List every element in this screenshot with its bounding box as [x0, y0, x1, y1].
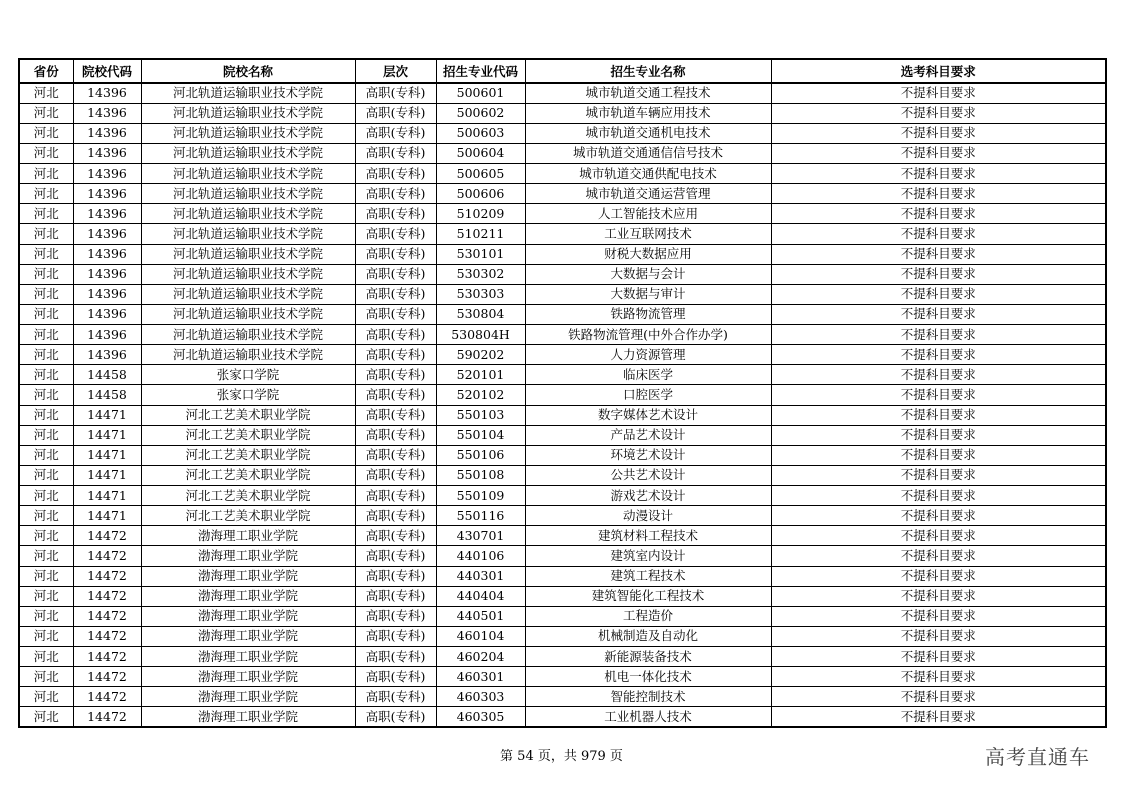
- cell-level: 高职(专科): [355, 345, 436, 365]
- cell-school-name: 河北轨道运输职业技术学院: [141, 123, 355, 143]
- cell-level: 高职(专科): [355, 425, 436, 445]
- cell-major-name: 人力资源管理: [525, 345, 771, 365]
- cell-major-name: 建筑材料工程技术: [525, 526, 771, 546]
- cell-school-code: 14472: [73, 687, 141, 707]
- cell-major-name: 产品艺术设计: [525, 425, 771, 445]
- cell-province: 河北: [19, 284, 73, 304]
- cell-major-name: 游戏艺术设计: [525, 486, 771, 506]
- column-header-major-code: 招生专业代码: [436, 59, 525, 83]
- cell-major-name: 建筑智能化工程技术: [525, 586, 771, 606]
- cell-subject-requirement: 不提科目要求: [771, 103, 1106, 123]
- column-header-school-code: 院校代码: [73, 59, 141, 83]
- cell-major-code: 460305: [436, 707, 525, 727]
- cell-province: 河北: [19, 83, 73, 103]
- cell-province: 河北: [19, 304, 73, 324]
- cell-school-code: 14472: [73, 606, 141, 626]
- cell-school-name: 河北轨道运输职业技术学院: [141, 184, 355, 204]
- cell-level: 高职(专科): [355, 687, 436, 707]
- table-row: [19, 385, 1106, 405]
- cell-major-name: 城市轨道车辆应用技术: [525, 103, 771, 123]
- column-header-level: 层次: [355, 59, 436, 83]
- cell-subject-requirement: 不提科目要求: [771, 606, 1106, 626]
- cell-school-code: 14458: [73, 385, 141, 405]
- cell-school-code: 14471: [73, 445, 141, 465]
- cell-school-code: 14472: [73, 566, 141, 586]
- cell-major-name: 城市轨道交通工程技术: [525, 83, 771, 103]
- cell-major-name: 工程造价: [525, 606, 771, 626]
- cell-school-code: 14396: [73, 204, 141, 224]
- cell-major-name: 临床医学: [525, 365, 771, 385]
- cell-subject-requirement: 不提科目要求: [771, 204, 1106, 224]
- cell-school-code: 14472: [73, 526, 141, 546]
- cell-major-name: 建筑工程技术: [525, 566, 771, 586]
- cell-subject-requirement: 不提科目要求: [771, 365, 1106, 385]
- table-row: [19, 325, 1106, 345]
- cell-school-name: 河北轨道运输职业技术学院: [141, 103, 355, 123]
- cell-subject-requirement: 不提科目要求: [771, 284, 1106, 304]
- cell-major-code: 440301: [436, 566, 525, 586]
- cell-school-name: 渤海理工职业学院: [141, 626, 355, 646]
- cell-major-name: 数字媒体艺术设计: [525, 405, 771, 425]
- cell-province: 河北: [19, 667, 73, 687]
- cell-major-code: 460303: [436, 687, 525, 707]
- cell-school-name: 张家口学院: [141, 385, 355, 405]
- cell-level: 高职(专科): [355, 284, 436, 304]
- cell-subject-requirement: 不提科目要求: [771, 164, 1106, 184]
- cell-school-code: 14396: [73, 244, 141, 264]
- cell-subject-requirement: 不提科目要求: [771, 184, 1106, 204]
- cell-province: 河北: [19, 365, 73, 385]
- table-row: [19, 626, 1106, 646]
- cell-level: 高职(专科): [355, 586, 436, 606]
- cell-school-name: 渤海理工职业学院: [141, 566, 355, 586]
- table-row: [19, 526, 1106, 546]
- table-row: [19, 425, 1106, 445]
- cell-subject-requirement: 不提科目要求: [771, 687, 1106, 707]
- cell-school-name: 渤海理工职业学院: [141, 526, 355, 546]
- cell-major-name: 动漫设计: [525, 506, 771, 526]
- cell-major-name: 大数据与会计: [525, 264, 771, 284]
- table-row: [19, 83, 1106, 103]
- cell-province: 河北: [19, 123, 73, 143]
- table-row: [19, 667, 1106, 687]
- cell-school-code: 14472: [73, 647, 141, 667]
- cell-school-code: 14471: [73, 465, 141, 485]
- cell-school-code: 14472: [73, 626, 141, 646]
- cell-province: 河北: [19, 546, 73, 566]
- cell-school-code: 14396: [73, 164, 141, 184]
- cell-school-name: 河北轨道运输职业技术学院: [141, 143, 355, 163]
- cell-subject-requirement: 不提科目要求: [771, 123, 1106, 143]
- cell-major-name: 机电一体化技术: [525, 667, 771, 687]
- cell-school-name: 河北工艺美术职业学院: [141, 405, 355, 425]
- cell-major-code: 550116: [436, 506, 525, 526]
- cell-subject-requirement: 不提科目要求: [771, 546, 1106, 566]
- cell-major-code: 530101: [436, 244, 525, 264]
- cell-province: 河北: [19, 264, 73, 284]
- cell-major-code: 550106: [436, 445, 525, 465]
- cell-major-name: 工业互联网技术: [525, 224, 771, 244]
- cell-school-name: 河北工艺美术职业学院: [141, 445, 355, 465]
- table-row: [19, 405, 1106, 425]
- table-row: [19, 224, 1106, 244]
- table-row: [19, 123, 1106, 143]
- column-header-school-name: 院校名称: [141, 59, 355, 83]
- cell-province: 河北: [19, 486, 73, 506]
- cell-subject-requirement: 不提科目要求: [771, 586, 1106, 606]
- cell-major-name: 新能源装备技术: [525, 647, 771, 667]
- cell-major-name: 工业机器人技术: [525, 707, 771, 727]
- cell-province: 河北: [19, 445, 73, 465]
- cell-province: 河北: [19, 586, 73, 606]
- table-body: [19, 83, 1106, 727]
- table-row: [19, 486, 1106, 506]
- cell-major-code: 520102: [436, 385, 525, 405]
- header-row: [19, 59, 1106, 83]
- cell-major-code: 440404: [436, 586, 525, 606]
- cell-school-code: 14396: [73, 103, 141, 123]
- table-row: [19, 284, 1106, 304]
- cell-level: 高职(专科): [355, 445, 436, 465]
- cell-subject-requirement: 不提科目要求: [771, 304, 1106, 324]
- cell-level: 高职(专科): [355, 103, 436, 123]
- cell-major-name: 智能控制技术: [525, 687, 771, 707]
- cell-major-code: 530302: [436, 264, 525, 284]
- cell-level: 高职(专科): [355, 365, 436, 385]
- cell-school-code: 14396: [73, 304, 141, 324]
- cell-major-code: 430701: [436, 526, 525, 546]
- cell-level: 高职(专科): [355, 486, 436, 506]
- cell-major-code: 500601: [436, 83, 525, 103]
- cell-level: 高职(专科): [355, 667, 436, 687]
- cell-level: 高职(专科): [355, 143, 436, 163]
- cell-level: 高职(专科): [355, 264, 436, 284]
- cell-school-name: 渤海理工职业学院: [141, 687, 355, 707]
- cell-school-code: 14458: [73, 365, 141, 385]
- cell-school-name: 渤海理工职业学院: [141, 546, 355, 566]
- cell-subject-requirement: 不提科目要求: [771, 667, 1106, 687]
- table-row: [19, 304, 1106, 324]
- cell-major-code: 440501: [436, 606, 525, 626]
- cell-school-name: 渤海理工职业学院: [141, 586, 355, 606]
- cell-level: 高职(专科): [355, 566, 436, 586]
- cell-school-name: 河北轨道运输职业技术学院: [141, 345, 355, 365]
- cell-level: 高职(专科): [355, 164, 436, 184]
- cell-school-name: 河北轨道运输职业技术学院: [141, 244, 355, 264]
- cell-school-code: 14396: [73, 123, 141, 143]
- cell-major-name: 口腔医学: [525, 385, 771, 405]
- cell-school-code: 14396: [73, 325, 141, 345]
- cell-major-name: 人工智能技术应用: [525, 204, 771, 224]
- table-row: [19, 244, 1106, 264]
- cell-level: 高职(专科): [355, 204, 436, 224]
- cell-school-name: 河北轨道运输职业技术学院: [141, 204, 355, 224]
- cell-major-code: 530303: [436, 284, 525, 304]
- cell-level: 高职(专科): [355, 606, 436, 626]
- table-row: [19, 365, 1106, 385]
- cell-subject-requirement: 不提科目要求: [771, 385, 1106, 405]
- cell-school-name: 河北轨道运输职业技术学院: [141, 264, 355, 284]
- table-row: [19, 647, 1106, 667]
- cell-subject-requirement: 不提科目要求: [771, 707, 1106, 727]
- cell-subject-requirement: 不提科目要求: [771, 425, 1106, 445]
- cell-level: 高职(专科): [355, 506, 436, 526]
- cell-school-name: 河北轨道运输职业技术学院: [141, 224, 355, 244]
- table-row: [19, 586, 1106, 606]
- cell-level: 高职(专科): [355, 83, 436, 103]
- cell-major-code: 530804H: [436, 325, 525, 345]
- column-header-subject-requirement: 选考科目要求: [771, 59, 1106, 83]
- cell-province: 河北: [19, 707, 73, 727]
- table-header: [19, 59, 1106, 83]
- cell-school-code: 14471: [73, 405, 141, 425]
- cell-major-name: 公共艺术设计: [525, 465, 771, 485]
- cell-major-name: 城市轨道交通运营管理: [525, 184, 771, 204]
- cell-school-code: 14472: [73, 546, 141, 566]
- cell-level: 高职(专科): [355, 647, 436, 667]
- cell-school-code: 14396: [73, 284, 141, 304]
- cell-subject-requirement: 不提科目要求: [771, 325, 1106, 345]
- cell-province: 河北: [19, 103, 73, 123]
- cell-major-code: 500603: [436, 123, 525, 143]
- table-row: [19, 687, 1106, 707]
- admissions-table: [18, 58, 1107, 728]
- cell-school-name: 渤海理工职业学院: [141, 606, 355, 626]
- cell-level: 高职(专科): [355, 224, 436, 244]
- cell-subject-requirement: 不提科目要求: [771, 83, 1106, 103]
- cell-school-code: 14472: [73, 667, 141, 687]
- cell-subject-requirement: 不提科目要求: [771, 465, 1106, 485]
- cell-major-name: 铁路物流管理: [525, 304, 771, 324]
- cell-school-name: 河北工艺美术职业学院: [141, 425, 355, 445]
- cell-school-name: 河北工艺美术职业学院: [141, 465, 355, 485]
- cell-school-name: 河北轨道运输职业技术学院: [141, 284, 355, 304]
- cell-level: 高职(专科): [355, 325, 436, 345]
- table-row: [19, 164, 1106, 184]
- cell-province: 河北: [19, 164, 73, 184]
- cell-subject-requirement: 不提科目要求: [771, 445, 1106, 465]
- table-row: [19, 445, 1106, 465]
- cell-province: 河北: [19, 244, 73, 264]
- cell-school-name: 河北轨道运输职业技术学院: [141, 325, 355, 345]
- cell-school-name: 河北工艺美术职业学院: [141, 506, 355, 526]
- column-header-major-name: 招生专业名称: [525, 59, 771, 83]
- cell-subject-requirement: 不提科目要求: [771, 506, 1106, 526]
- cell-school-code: 14472: [73, 586, 141, 606]
- cell-level: 高职(专科): [355, 244, 436, 264]
- cell-province: 河北: [19, 687, 73, 707]
- cell-major-name: 大数据与审计: [525, 284, 771, 304]
- cell-major-code: 520101: [436, 365, 525, 385]
- column-header-province: 省份: [19, 59, 73, 83]
- watermark-logo: 高考直通车: [985, 745, 1090, 769]
- cell-subject-requirement: 不提科目要求: [771, 526, 1106, 546]
- table-row: [19, 345, 1106, 365]
- cell-major-code: 550103: [436, 405, 525, 425]
- cell-subject-requirement: 不提科目要求: [771, 405, 1106, 425]
- table-row: [19, 204, 1106, 224]
- cell-major-name: 财税大数据应用: [525, 244, 771, 264]
- cell-major-name: 建筑室内设计: [525, 546, 771, 566]
- cell-major-name: 机械制造及自动化: [525, 626, 771, 646]
- cell-level: 高职(专科): [355, 526, 436, 546]
- cell-province: 河北: [19, 385, 73, 405]
- cell-school-code: 14396: [73, 264, 141, 284]
- cell-province: 河北: [19, 405, 73, 425]
- cell-school-name: 张家口学院: [141, 365, 355, 385]
- cell-major-name: 城市轨道交通通信信号技术: [525, 143, 771, 163]
- cell-subject-requirement: 不提科目要求: [771, 264, 1106, 284]
- table-row: [19, 103, 1106, 123]
- table-row: [19, 707, 1106, 727]
- cell-school-code: 14471: [73, 506, 141, 526]
- cell-province: 河北: [19, 345, 73, 365]
- cell-province: 河北: [19, 325, 73, 345]
- cell-province: 河北: [19, 204, 73, 224]
- cell-major-code: 460204: [436, 647, 525, 667]
- cell-school-name: 渤海理工职业学院: [141, 667, 355, 687]
- cell-province: 河北: [19, 425, 73, 445]
- cell-school-code: 14472: [73, 707, 141, 727]
- cell-province: 河北: [19, 526, 73, 546]
- table-row: [19, 506, 1106, 526]
- cell-province: 河北: [19, 184, 73, 204]
- cell-school-name: 河北轨道运输职业技术学院: [141, 83, 355, 103]
- cell-level: 高职(专科): [355, 385, 436, 405]
- cell-major-name: 城市轨道交通机电技术: [525, 123, 771, 143]
- cell-subject-requirement: 不提科目要求: [771, 143, 1106, 163]
- cell-subject-requirement: 不提科目要求: [771, 647, 1106, 667]
- table-row: [19, 264, 1106, 284]
- cell-subject-requirement: 不提科目要求: [771, 566, 1106, 586]
- cell-major-code: 550108: [436, 465, 525, 485]
- cell-major-name: 环境艺术设计: [525, 445, 771, 465]
- cell-province: 河北: [19, 626, 73, 646]
- cell-major-code: 460104: [436, 626, 525, 646]
- cell-level: 高职(专科): [355, 465, 436, 485]
- cell-province: 河北: [19, 506, 73, 526]
- cell-major-name: 城市轨道交通供配电技术: [525, 164, 771, 184]
- cell-school-code: 14396: [73, 83, 141, 103]
- cell-subject-requirement: 不提科目要求: [771, 224, 1106, 244]
- cell-school-code: 14396: [73, 184, 141, 204]
- cell-major-code: 550104: [436, 425, 525, 445]
- cell-major-code: 500604: [436, 143, 525, 163]
- cell-major-code: 550109: [436, 486, 525, 506]
- cell-province: 河北: [19, 647, 73, 667]
- page-number: 第 54 页，共 979 页: [500, 749, 623, 764]
- cell-subject-requirement: 不提科目要求: [771, 626, 1106, 646]
- cell-major-code: 440106: [436, 546, 525, 566]
- cell-province: 河北: [19, 465, 73, 485]
- table-row: [19, 184, 1106, 204]
- cell-school-name: 河北工艺美术职业学院: [141, 486, 355, 506]
- cell-level: 高职(专科): [355, 707, 436, 727]
- cell-province: 河北: [19, 566, 73, 586]
- cell-school-code: 14396: [73, 224, 141, 244]
- cell-subject-requirement: 不提科目要求: [771, 486, 1106, 506]
- table-row: [19, 465, 1106, 485]
- cell-major-code: 590202: [436, 345, 525, 365]
- cell-major-code: 500605: [436, 164, 525, 184]
- table-row: [19, 566, 1106, 586]
- cell-subject-requirement: 不提科目要求: [771, 244, 1106, 264]
- cell-province: 河北: [19, 224, 73, 244]
- cell-major-code: 460301: [436, 667, 525, 687]
- cell-level: 高职(专科): [355, 405, 436, 425]
- cell-major-code: 530804: [436, 304, 525, 324]
- cell-level: 高职(专科): [355, 184, 436, 204]
- table-row: [19, 143, 1106, 163]
- cell-subject-requirement: 不提科目要求: [771, 345, 1106, 365]
- cell-school-code: 14471: [73, 425, 141, 445]
- cell-province: 河北: [19, 143, 73, 163]
- cell-level: 高职(专科): [355, 626, 436, 646]
- table-row: [19, 546, 1106, 566]
- cell-school-name: 渤海理工职业学院: [141, 647, 355, 667]
- cell-school-name: 河北轨道运输职业技术学院: [141, 164, 355, 184]
- table-row: [19, 606, 1106, 626]
- cell-major-code: 510211: [436, 224, 525, 244]
- cell-school-name: 渤海理工职业学院: [141, 707, 355, 727]
- cell-major-code: 500606: [436, 184, 525, 204]
- cell-school-code: 14396: [73, 143, 141, 163]
- cell-level: 高职(专科): [355, 123, 436, 143]
- cell-school-code: 14471: [73, 486, 141, 506]
- cell-school-name: 河北轨道运输职业技术学院: [141, 304, 355, 324]
- cell-major-name: 铁路物流管理(中外合作办学): [525, 325, 771, 345]
- cell-level: 高职(专科): [355, 546, 436, 566]
- cell-school-code: 14396: [73, 345, 141, 365]
- cell-province: 河北: [19, 606, 73, 626]
- cell-major-code: 510209: [436, 204, 525, 224]
- cell-major-code: 500602: [436, 103, 525, 123]
- cell-level: 高职(专科): [355, 304, 436, 324]
